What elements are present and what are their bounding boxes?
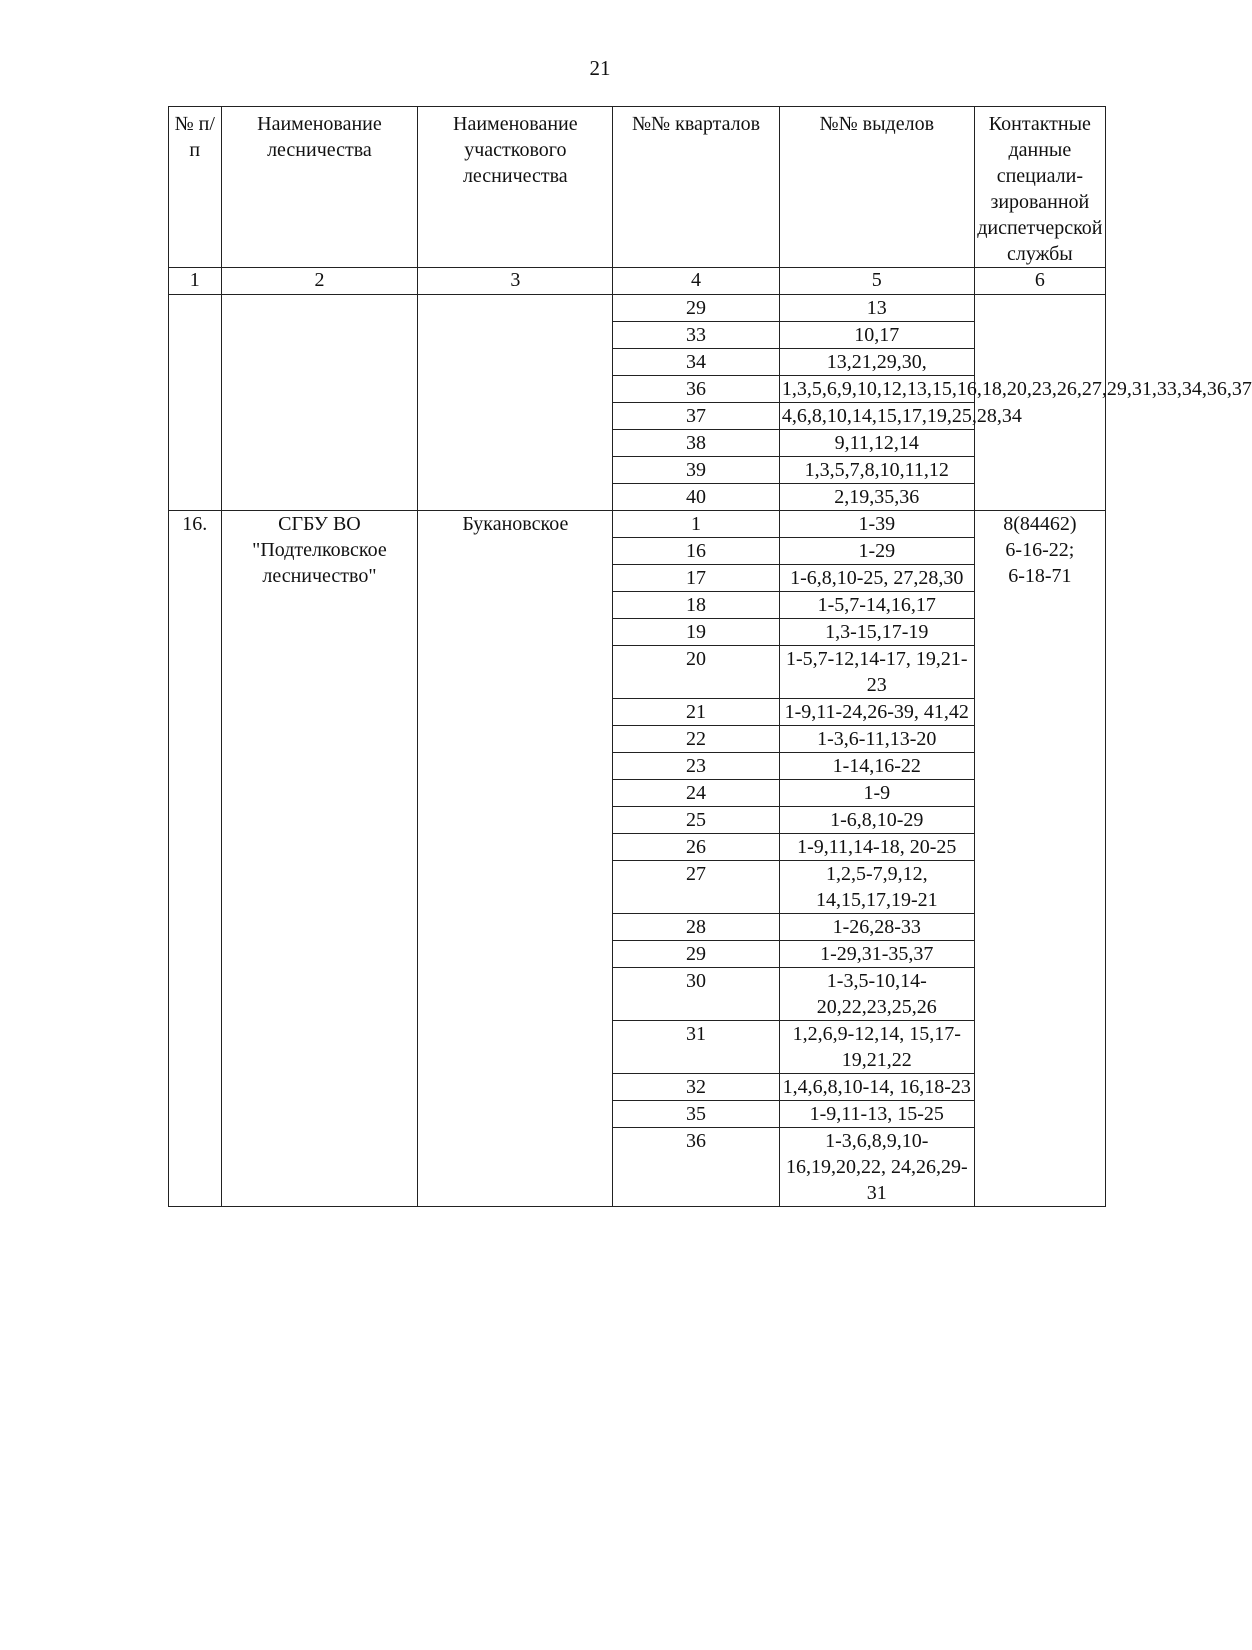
header-lesnichestvo: Наименование лесничества — [221, 107, 418, 268]
kvartal-cell: 35 — [613, 1101, 780, 1128]
page-number: 21 — [589, 56, 611, 80]
header-row — [169, 107, 1106, 268]
vydely-cell: 1-14,16-22 — [779, 753, 974, 780]
kvartal-cell: 28 — [613, 914, 780, 941]
kvartal-cell: 22 — [613, 726, 780, 753]
kvartal-cell: 25 — [613, 807, 780, 834]
vydely-cell: 1,3-15,17-19 — [779, 619, 974, 646]
vydely-cell: 9,11,12,14 — [779, 430, 974, 457]
contact-line: 8(84462) — [1003, 513, 1077, 535]
kvartal-cell: 17 — [613, 565, 780, 592]
kvartal-cell: 36 — [613, 376, 780, 403]
kvartal-cell: 31 — [613, 1021, 780, 1074]
vydely-cell: 1-29,31-35,37 — [779, 941, 974, 968]
vydely-cell: 1-9 — [779, 780, 974, 807]
continuation-lesnichestvo-cell — [221, 295, 418, 511]
entry-contacts — [974, 511, 1105, 1207]
column-numbers-row — [169, 268, 1106, 295]
vydely-cell: 1-26,28-33 — [779, 914, 974, 941]
kvartal-cell: 26 — [613, 834, 780, 861]
vydely-cell: 13 — [779, 295, 974, 322]
vydely-cell: 1-29 — [779, 538, 974, 565]
kvartal-cell: 39 — [613, 457, 780, 484]
kvartal-cell: 36 — [613, 1128, 780, 1207]
vydely-cell: 1-3,6,8,9,10-16,19,20,22, 24,26,29-31 — [779, 1128, 974, 1207]
header-vydely: №№ выделов — [779, 107, 974, 268]
vydely-cell: 2,19,35,36 — [779, 484, 974, 511]
vydely-cell: 4,6,8,10,14,15,17,19,25,28,34 — [779, 403, 974, 430]
header-uchastkovoe: Наименование участкового лесничества — [418, 107, 613, 268]
kvartal-cell: 21 — [613, 699, 780, 726]
kvartal-cell: 40 — [613, 484, 780, 511]
vydely-cell: 1,3,5,6,9,10,12,13,15,16,18,20,23,26,27,29,31,33,34,36,37 — [779, 376, 974, 403]
column-number: 2 — [221, 268, 418, 295]
vydely-cell: 1-5,7-14,16,17 — [779, 592, 974, 619]
kvartal-cell: 1 — [613, 511, 780, 538]
kvartal-cell: 23 — [613, 753, 780, 780]
kvartal-cell: 18 — [613, 592, 780, 619]
header-number: № п/п — [169, 107, 222, 268]
entry-uchastkovoe: Букановское — [418, 511, 613, 1207]
entry-lesnichestvo: СГБУ ВО "Подтелковское лесничество" — [221, 511, 418, 1207]
vydely-cell: 1-9,11-13, 15-25 — [779, 1101, 974, 1128]
table-row — [169, 295, 1106, 322]
column-number: 6 — [974, 268, 1105, 295]
kvartal-cell: 29 — [613, 295, 780, 322]
vydely-cell: 1,2,5-7,9,12, 14,15,17,19-21 — [779, 861, 974, 914]
forestry-table — [168, 106, 1252, 1207]
kvartal-cell: 24 — [613, 780, 780, 807]
kvartal-cell: 37 — [613, 403, 780, 430]
contact-line: 6-18-71 — [1008, 565, 1072, 587]
kvartal-cell: 27 — [613, 861, 780, 914]
header-kvartaly: №№ кварталов — [613, 107, 780, 268]
column-number: 5 — [779, 268, 974, 295]
vydely-cell: 1-5,7-12,14-17, 19,21-23 — [779, 646, 974, 699]
vydely-cell: 1,3,5,7,8,10,11,12 — [779, 457, 974, 484]
column-number: 3 — [418, 268, 613, 295]
vydely-cell: 1-9,11-24,26-39, 41,42 — [779, 699, 974, 726]
continuation-contacts-cell — [974, 295, 1105, 511]
table-body — [169, 295, 1252, 1207]
kvartal-cell: 16 — [613, 538, 780, 565]
kvartal-cell: 19 — [613, 619, 780, 646]
kvartal-cell: 29 — [613, 941, 780, 968]
vydely-cell: 1-39 — [779, 511, 974, 538]
vydely-cell: 1,4,6,8,10-14, 16,18-23 — [779, 1074, 974, 1101]
vydely-cell: 1-3,6-11,13-20 — [779, 726, 974, 753]
vydely-cell: 1-6,8,10-29 — [779, 807, 974, 834]
vydely-cell: 13,21,29,30, — [779, 349, 974, 376]
continuation-number-cell — [169, 295, 222, 511]
kvartal-cell: 20 — [613, 646, 780, 699]
vydely-cell: 1-9,11,14-18, 20-25 — [779, 834, 974, 861]
kvartal-cell: 33 — [613, 322, 780, 349]
kvartal-cell: 30 — [613, 968, 780, 1021]
kvartal-cell: 32 — [613, 1074, 780, 1101]
column-number: 4 — [613, 268, 780, 295]
vydely-cell: 1,2,6,9-12,14, 15,17-19,21,22 — [779, 1021, 974, 1074]
column-number: 1 — [169, 268, 222, 295]
kvartal-cell: 34 — [613, 349, 780, 376]
kvartal-cell: 38 — [613, 430, 780, 457]
continuation-uchastkovoe-cell — [418, 295, 613, 511]
vydely-cell: 10,17 — [779, 322, 974, 349]
contact-line: 6-16-22; — [1005, 539, 1075, 561]
vydely-cell: 1-6,8,10-25, 27,28,30 — [779, 565, 974, 592]
header-contacts: Контактные данные специали-зированной диспетчерской службы — [974, 107, 1105, 268]
entry-number: 16. — [169, 511, 222, 1207]
table-row — [169, 511, 1106, 538]
vydely-cell: 1-3,5-10,14-20,22,23,25,26 — [779, 968, 974, 1021]
